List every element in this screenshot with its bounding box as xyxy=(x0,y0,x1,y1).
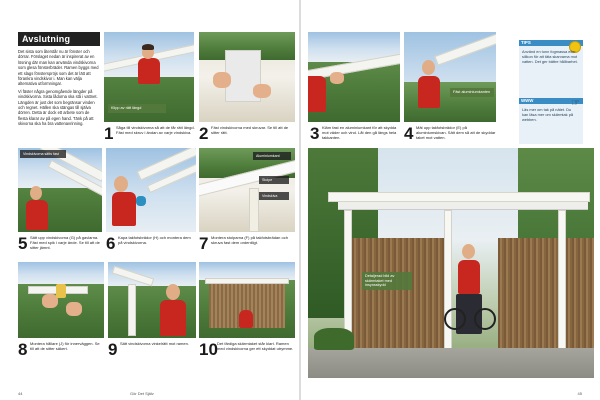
finished-carport-photo xyxy=(308,148,594,378)
step-10-number: 10 xyxy=(199,340,218,359)
step-5-callout: Vindskivorna sätts fast xyxy=(20,150,66,158)
step-3-number: 3 xyxy=(310,124,320,143)
step-6-text: Kapa takfotsbrädor (H) och montera dem på vindskivorna. xyxy=(118,235,191,246)
intro-paragraph-2: Vi fäster några genomgående längder på vindskivorna. Sista lådorna ska stå i vattnet. Längden är just det som begränsar vinden och regnet. Hällen ska stängas till själva dörren. Detta är dock ett arbete som de flesta klarar av på egen hand. Tänk på att skivorna ska ha bra vattenavrinning. xyxy=(18,88,98,127)
step-3-text: Kläm fast en aluminiumkant för att skydda mot väder och vind. Låt den gå längs hela takkanten. xyxy=(322,125,397,141)
right-page xyxy=(300,0,600,400)
step-1-number: 1 xyxy=(104,124,114,143)
step-5-number: 5 xyxy=(18,234,28,253)
step-8-photo xyxy=(18,262,104,338)
step-2-text: Fäst vindskivorna med skruvar. Se till att de sitter rätt. xyxy=(211,125,289,136)
finished-callout: Detaljerad bild av skärmtaket med insynsskydd xyxy=(362,272,412,290)
step-1-text: Såga till vindskivorna så att de får rätt längd. Fäst med skruv i ändan av varje vindskiva. xyxy=(116,125,195,136)
step-9-number: 9 xyxy=(108,340,118,359)
step-9-photo xyxy=(108,262,196,338)
right-page-number: 45 xyxy=(577,391,582,396)
step-4-photo xyxy=(404,32,496,122)
step-5-text: Sätt upp vindskivorna (G) på gavlarna. Fäst med spik i varje ände. Se till att de sitter jämnt. xyxy=(30,235,100,251)
step-3-photo xyxy=(308,32,400,122)
step-7-callout-c: Vindskiva xyxy=(259,192,289,200)
tips-label: TIPS xyxy=(521,40,531,45)
www-text: Läs mer om tak på nätet. Du kan läsa mer om skärmtak på webben. xyxy=(522,107,574,122)
step-1-photo xyxy=(104,32,194,122)
step-1-callout: Klipp av rätt längd xyxy=(108,104,166,113)
step-6-photo xyxy=(106,148,196,232)
intro-paragraph-1: Det sista som återstår nu är fönster och dörrar. Förslaget nedan är inspirerat av en lösning där man kan använda vindskivorna som glesa fönsterbräder. Ramen byggs med ett slags fönsterspröjs som det är lätt att förankra vindskivor i. Man kan välja alternativa utformningar. xyxy=(18,49,99,87)
intro-text xyxy=(18,49,100,129)
step-7-text: Montera stolparna (F) på takfotsbrädan och skruva fast dem ordentligt. xyxy=(211,235,288,246)
step-7-photo xyxy=(199,148,295,232)
www-box xyxy=(519,98,583,144)
step-9-text: Sätt vindskivorna vinkelrätt mot ramen. xyxy=(120,341,189,346)
step-4-number: 4 xyxy=(404,124,414,143)
step-10-photo xyxy=(199,262,295,338)
step-4-text: Mät upp takfotsbrädor (E) på aluminiumskivan. Sätt dem så att de skyddar taket mot vatten. xyxy=(416,125,496,141)
step-7-callout-a: Aluminiumkant xyxy=(253,152,291,160)
step-7-number: 7 xyxy=(199,234,209,253)
www-label: WWW xyxy=(521,98,534,103)
step-10-text: Det färdiga skärmtaket står klart. Ramen med vindskivorna ger ett skyddat utrymme. xyxy=(217,341,294,352)
step-8-text: Montera hållare (J) för innerväggen. Se till att de sitter säkert. xyxy=(30,341,100,352)
step-8-number: 8 xyxy=(18,340,28,359)
cursor-icon: ☞ xyxy=(571,98,580,109)
tips-text: Använd en tunn fogmassa eller silikon för att täta skarvarna mot vatten. Det ger bättre hållbarhet. xyxy=(522,49,578,64)
section-title: Avslutning xyxy=(18,32,100,46)
step-7-callout-b: Stolpe xyxy=(259,176,289,184)
step-5-photo xyxy=(18,148,102,232)
step-4-callout: Fäst aluminiumkanten xyxy=(450,88,494,97)
step-6-number: 6 xyxy=(106,234,116,253)
magazine-name: Gör Det Själv xyxy=(130,391,154,396)
step-2-photo xyxy=(199,32,295,122)
left-page-number: 44 xyxy=(18,391,23,396)
step-2-number: 2 xyxy=(199,124,209,143)
